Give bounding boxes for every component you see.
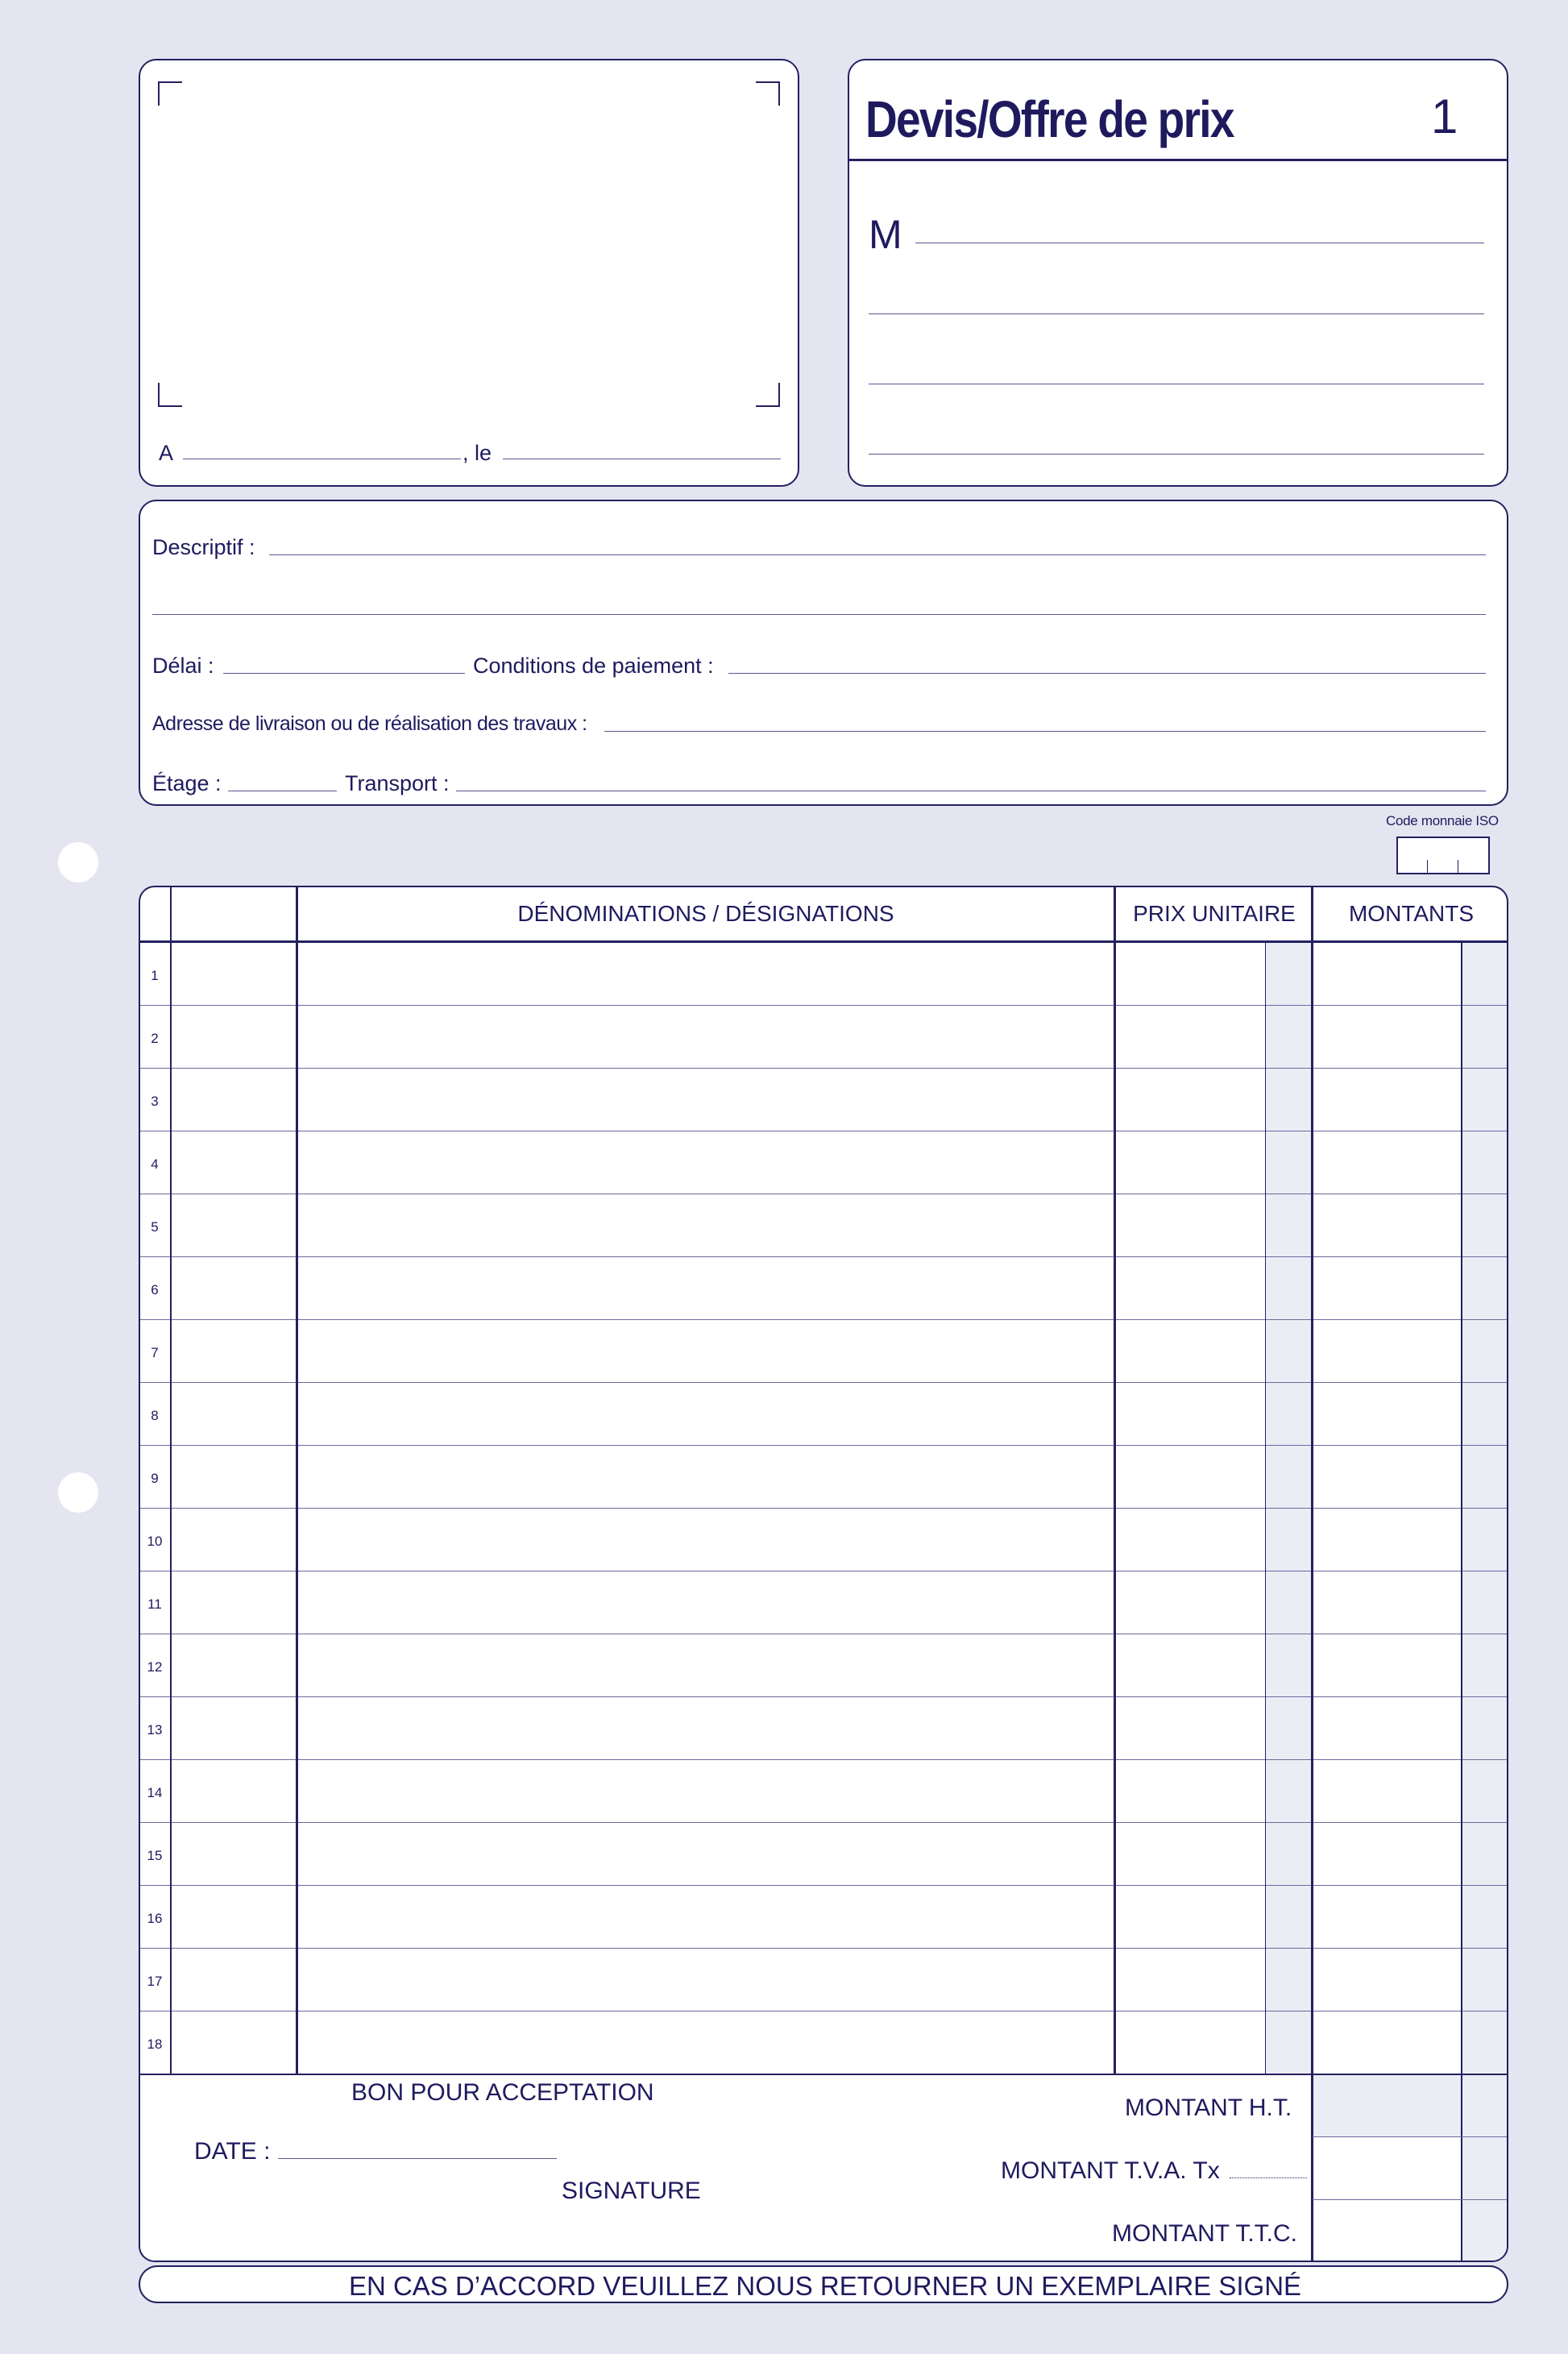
total-ht-label: MONTANT H.T. <box>1125 2095 1292 2121</box>
signature-label: SIGNATURE <box>562 2178 701 2204</box>
table-row[interactable] <box>172 1696 1508 1759</box>
recipient-prefix: M <box>869 212 902 257</box>
col-divider-reference <box>296 887 298 2074</box>
row-number: 7 <box>151 1345 159 1360</box>
col-header-designations: DÉNOMINATIONS / DÉSIGNATIONS <box>517 901 894 926</box>
col-divider-designation <box>1114 887 1116 2074</box>
acceptance-label: BON POUR ACCEPTATION <box>351 2079 654 2106</box>
col-divider-number <box>170 887 172 2074</box>
return-notice: EN CAS D’ACCORD VEUILLEZ NOUS RETOURNER UN EXEMPLAIRE SIGNÉ <box>348 2271 1302 2301</box>
items-bottom-divider <box>140 2074 1508 2075</box>
conditions-label: Conditions de paiement : <box>473 654 714 678</box>
row-number: 11 <box>147 1596 162 1612</box>
recipient-address-line-3[interactable] <box>869 454 1484 455</box>
table-row[interactable] <box>172 942 1508 1005</box>
sender-stamp-box <box>139 59 799 487</box>
row-number: 17 <box>147 1974 163 1989</box>
table-row[interactable] <box>172 1005 1508 1068</box>
row-number: 8 <box>151 1408 159 1423</box>
currency-tick-1 <box>1427 860 1428 873</box>
row-number: 5 <box>151 1219 159 1235</box>
currency-code-field[interactable] <box>1396 837 1490 874</box>
row-number: 6 <box>151 1282 159 1297</box>
col-header-unit-price: PRIX UNITAIRE <box>1133 901 1296 926</box>
adresse-label: Adresse de livraison ou de réalisation des travaux : <box>152 712 587 735</box>
table-row[interactable] <box>172 1885 1508 1948</box>
row-number: 9 <box>151 1471 159 1486</box>
date-label: , le <box>463 441 492 465</box>
row-number: 18 <box>147 2036 163 2052</box>
acceptance-date-label: DATE : <box>194 2138 271 2165</box>
document-title: Devis/Offre de prix <box>865 90 1234 148</box>
delai-field[interactable] <box>223 673 465 674</box>
row-number: 1 <box>151 968 159 983</box>
recipient-box <box>848 59 1508 487</box>
table-row[interactable] <box>172 1194 1508 1256</box>
table-row[interactable] <box>172 1256 1508 1319</box>
total-ht-shade <box>1313 2074 1462 2136</box>
table-row[interactable] <box>172 1634 1508 1696</box>
table-row[interactable] <box>172 1445 1508 1508</box>
row-number: 16 <box>147 1911 163 1926</box>
acceptance-date-field[interactable] <box>278 2158 557 2159</box>
row-number: 2 <box>151 1031 159 1046</box>
recipient-address-line-1[interactable] <box>869 313 1484 314</box>
row-number: 15 <box>147 1848 163 1863</box>
copy-number: 1 <box>1431 89 1458 143</box>
table-row[interactable] <box>172 1759 1508 1822</box>
table-row[interactable] <box>172 1822 1508 1885</box>
totals-divider-1 <box>1313 2136 1508 2137</box>
conditions-field[interactable] <box>728 673 1486 674</box>
binder-hole-top <box>58 842 98 882</box>
row-number: 12 <box>147 1659 163 1675</box>
col-divider-price-decimals <box>1265 942 1266 2074</box>
table-row[interactable] <box>172 1571 1508 1634</box>
place-label: A <box>159 441 174 465</box>
etage-label: Étage : <box>152 771 222 795</box>
crop-mark-bottom-left <box>158 383 182 407</box>
adresse-field[interactable] <box>604 731 1486 732</box>
table-row[interactable] <box>172 1319 1508 1382</box>
table-row[interactable] <box>172 1068 1508 1131</box>
table-row[interactable] <box>172 2011 1508 2074</box>
descriptif-label: Descriptif : <box>152 535 255 559</box>
descriptif-field[interactable] <box>269 554 1486 555</box>
total-tva-label: MONTANT T.V.A. Tx <box>1001 2157 1220 2184</box>
row-number: 4 <box>151 1156 159 1172</box>
details-box <box>139 500 1508 806</box>
row-number: 13 <box>147 1722 163 1737</box>
totals-divider-2 <box>1313 2199 1508 2200</box>
binder-hole-bottom <box>58 1472 98 1513</box>
title-divider <box>849 159 1507 161</box>
return-notice-box <box>139 2265 1508 2303</box>
crop-mark-top-right <box>756 81 780 106</box>
transport-label: Transport : <box>345 771 450 795</box>
crop-mark-top-left <box>158 81 182 106</box>
col-divider-price <box>1311 887 1313 2262</box>
delai-label: Délai : <box>152 654 214 678</box>
col-header-amounts: MONTANTS <box>1348 901 1475 926</box>
currency-code-label: Code monnaie ISO <box>1386 813 1499 828</box>
table-row[interactable] <box>172 1131 1508 1194</box>
table-row[interactable] <box>172 1382 1508 1445</box>
descriptif-field-line-2[interactable] <box>152 614 1486 615</box>
items-table <box>139 886 1508 2262</box>
row-number: 14 <box>147 1785 163 1800</box>
table-row[interactable] <box>172 1948 1508 2011</box>
row-number: 3 <box>151 1094 159 1109</box>
col-divider-amount-decimals <box>1461 942 1462 2262</box>
table-row[interactable] <box>172 1508 1508 1571</box>
crop-mark-bottom-right <box>756 383 780 407</box>
total-ttc-label: MONTANT T.T.C. <box>1112 2220 1298 2247</box>
row-number: 10 <box>147 1534 163 1549</box>
